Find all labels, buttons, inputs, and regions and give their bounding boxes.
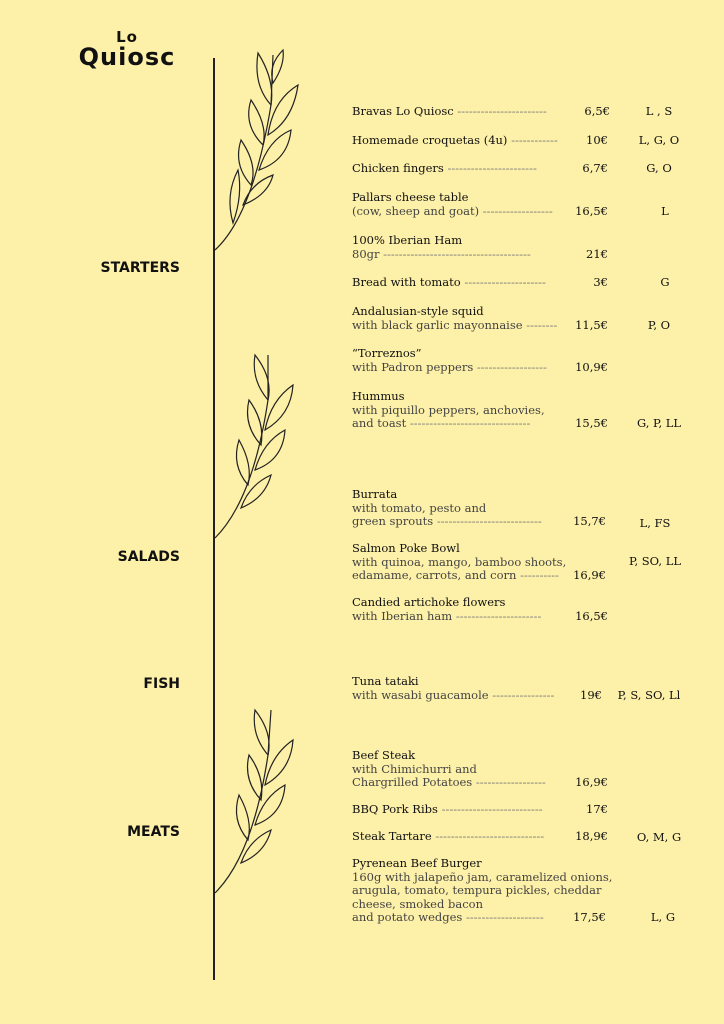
- item-name: 100% Iberian Ham: [352, 233, 463, 247]
- brand-logo: [72, 30, 182, 69]
- item-desc: edamame, carrots, and corn: [352, 568, 517, 582]
- item-name: Chicken fingers: [352, 161, 444, 175]
- item-price: 15,5€: [575, 416, 608, 430]
- item-name: Steak Tartare: [352, 829, 432, 843]
- menu-item: 100% Iberian Ham 80gr -------------------------------------- 21€: [352, 234, 692, 261]
- olive-branch-icon: [213, 705, 303, 895]
- item-allergens: G: [660, 275, 670, 289]
- item-price: 16,5€: [575, 203, 608, 218]
- menu-item: Bravas Lo Quiosc ----------------------- 6,5€ L , S: [352, 105, 692, 119]
- item-desc: with piquillo peppers, anchovies,: [352, 402, 545, 417]
- item-allergens: L, FS: [639, 516, 671, 530]
- item-allergens: L , S: [645, 104, 673, 118]
- item-name: Homemade croquetas (4u): [352, 133, 508, 147]
- item-desc: 80gr: [352, 246, 380, 261]
- item-price: 15,7€: [573, 514, 606, 528]
- item-name: Bread with tomato: [352, 275, 461, 289]
- menu-item: Steak Tartare ---------------------------- 18,9€ O, M, G: [352, 830, 692, 844]
- menu-item: Homemade croquetas (4u) ------------ 10€ L, G, O: [352, 134, 692, 148]
- menu-item: Pyrenean Beef Burger 160g with jalapeño jam, caramelized onions, arugula, tomato, tempura pickles, cheddar cheese, smoked bacon and potato wedges -------------------- 17,5€ L, G: [352, 857, 692, 925]
- olive-branch-icon: [213, 350, 303, 540]
- item-price: 17,5€: [573, 910, 606, 924]
- item-allergens: P, S, SO, Ll: [617, 687, 681, 702]
- section-meats: MEATS: [127, 824, 180, 840]
- item-name: Hummus: [352, 389, 405, 403]
- item-price: 19€: [580, 687, 602, 702]
- item-allergens: P, SO, LL: [629, 554, 681, 568]
- menu-item: BBQ Pork Ribs -------------------------- 17€: [352, 802, 608, 816]
- item-name: Candied artichoke flowers: [352, 595, 506, 609]
- item-desc: and potato wedges: [352, 910, 463, 924]
- brand-logo-line2: Quiosc: [78, 43, 176, 71]
- menu-item: “Torreznos” with Padron peppers ------------------ 10,9€: [352, 347, 692, 374]
- item-name: Pallars cheese table: [352, 190, 469, 204]
- menu-item: Hummus with piquillo peppers, anchovies, and toast ------------------------------- 15,5€ G, P, LL: [352, 390, 692, 431]
- menu-item: Pallars cheese table (cow, sheep and goat) ------------------ 16,5€ L: [352, 191, 692, 218]
- item-desc: green sprouts: [352, 514, 434, 528]
- item-allergens: L, G: [650, 910, 676, 924]
- item-allergens: G, O: [646, 161, 672, 175]
- item-name: Beef Steak: [352, 748, 416, 762]
- item-desc: with tomato, pesto and: [352, 500, 487, 515]
- item-price: 10,9€: [575, 359, 608, 374]
- item-allergens: O, M, G: [636, 830, 682, 844]
- item-desc: with Padron peppers: [352, 359, 474, 374]
- item-name: Salmon Poke Bowl: [352, 541, 460, 555]
- item-price: 16,5€: [575, 608, 608, 623]
- section-fish: FISH: [143, 676, 180, 692]
- item-desc: Chargrilled Potatoes: [352, 775, 473, 789]
- item-name: Burrata: [352, 487, 398, 501]
- item-desc: 160g with jalapeño jam, caramelized onions,: [352, 869, 613, 884]
- menu-item: Beef Steak with Chimichurri and Chargrilled Potatoes ------------------ 16,9€: [352, 749, 692, 790]
- item-desc: with Iberian ham: [352, 608, 453, 623]
- item-desc: with quinoa, mango, bamboo shoots,: [352, 554, 567, 569]
- item-price: 17€: [586, 802, 608, 816]
- section-starters: STARTERS: [100, 260, 180, 276]
- item-price: 10€: [586, 133, 608, 147]
- item-price: 6,5€: [584, 104, 610, 118]
- item-desc: with Chimichurri and: [352, 761, 477, 776]
- item-name: “Torreznos”: [352, 346, 422, 360]
- item-price: 18,9€: [575, 829, 608, 843]
- item-price: 11,5€: [575, 317, 608, 332]
- item-name: BBQ Pork Ribs: [352, 802, 438, 816]
- olive-branch-icon: [213, 45, 303, 255]
- item-allergens: L: [661, 203, 669, 218]
- item-desc: (cow, sheep and goat): [352, 203, 480, 218]
- item-price: 3€: [593, 275, 608, 289]
- item-price: 6,7€: [582, 161, 608, 175]
- item-price: 16,9€: [573, 568, 606, 582]
- item-desc: with black garlic mayonnaise: [352, 317, 523, 332]
- brand-logo-line1: Lo: [116, 28, 138, 46]
- item-desc: cheese, smoked bacon: [352, 896, 483, 911]
- item-allergens: L, G, O: [638, 133, 680, 147]
- item-allergens: G, P, LL: [636, 416, 682, 430]
- item-desc: with wasabi guacamole: [352, 687, 489, 702]
- item-name: Bravas Lo Quiosc: [352, 104, 454, 118]
- menu-item: Salmon Poke Bowl with quinoa, mango, bamboo shoots, edamame, carrots, and corn ---------- 16,9€ P, SO, LL: [352, 542, 692, 583]
- item-allergens: P, O: [647, 317, 671, 332]
- section-salads: SALADS: [117, 549, 180, 565]
- item-name: Andalusian-style squid: [352, 304, 484, 318]
- item-name: Tuna tataki: [352, 674, 419, 688]
- item-price: 16,9€: [575, 775, 608, 789]
- menu-item: Tuna tataki with wasabi guacamole ---------------- 19€ P, S, SO, Ll: [352, 675, 692, 702]
- item-desc: and toast: [352, 416, 407, 430]
- menu-item: Candied artichoke flowers with Iberian ham ---------------------- 16,5€: [352, 596, 692, 623]
- menu-item: Bread with tomato --------------------- 3€ G: [352, 276, 692, 290]
- item-desc: arugula, tomato, tempura pickles, cheddar: [352, 883, 602, 897]
- menu-item: Andalusian-style squid with black garlic mayonnaise -------- 11,5€ P, O: [352, 305, 692, 332]
- item-name: Pyrenean Beef Burger: [352, 856, 482, 870]
- menu-item: Burrata with tomato, pesto and green sprouts --------------------------- 15,7€ L, FS: [352, 488, 692, 529]
- item-price: 21€: [586, 246, 608, 261]
- menu-item: Chicken fingers ----------------------- 6,7€ G, O: [352, 162, 692, 176]
